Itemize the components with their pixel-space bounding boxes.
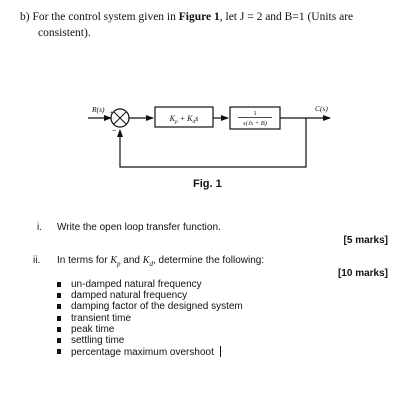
bullet-icon [57,338,61,343]
plant-denominator: s(Js + B) [243,120,267,127]
bullet-icon [57,293,61,298]
list-item [57,301,243,312]
bullet-icon [57,304,61,309]
question-intro-prefix: b) For the control system given in [20,11,179,23]
list-item [57,324,243,335]
list-item [57,290,243,301]
text-cursor [220,346,221,357]
bullet-icon [57,282,61,287]
list-item-text: damped natural frequency [71,290,188,302]
bullet-icon [57,349,61,354]
plus-sign: + [110,111,114,117]
summing-junction [111,109,129,127]
list-item-text: percentage maximum overshoot [71,347,214,359]
item-i-number: i. [37,222,42,233]
controller-label: $K_p + K_ds$ [169,114,199,125]
minus-sign: − [112,128,117,135]
item-i-marks: [5 marks] [343,235,388,246]
list-item-text: un-damped natural frequency [71,279,202,290]
list-item [57,279,243,290]
list-item-text: settling time [71,334,125,346]
item-ii-number: ii. [33,255,41,266]
block-diagram [0,0,412,200]
list-item [57,313,243,324]
list-item-text: transient time [71,312,132,324]
plant-numerator: 1 [253,110,257,117]
question-intro-suffix: , let J = 2 and B=1 (Units are [219,11,354,23]
determine-list [57,279,243,357]
item-ii-marks: [10 marks] [337,268,388,279]
input-label: R(s) [92,105,105,114]
list-item [57,346,243,357]
output-label: C(s) [315,104,328,113]
figure-caption: Fig. 1 [193,178,222,190]
list-item [57,335,243,346]
item-ii-text: In terms for $K_p$ and $K_d$, determine the following: [57,255,265,268]
bullet-icon [57,316,61,321]
bullet-icon [57,327,61,332]
figure-reference: Figure 1 [178,11,220,23]
list-item-text: peak time [71,323,115,335]
item-i-text: Write the open loop transfer function. [57,222,221,233]
list-item-text: damping factor of the designed system [71,301,243,313]
question-intro-line-2: consistent). [38,27,91,39]
